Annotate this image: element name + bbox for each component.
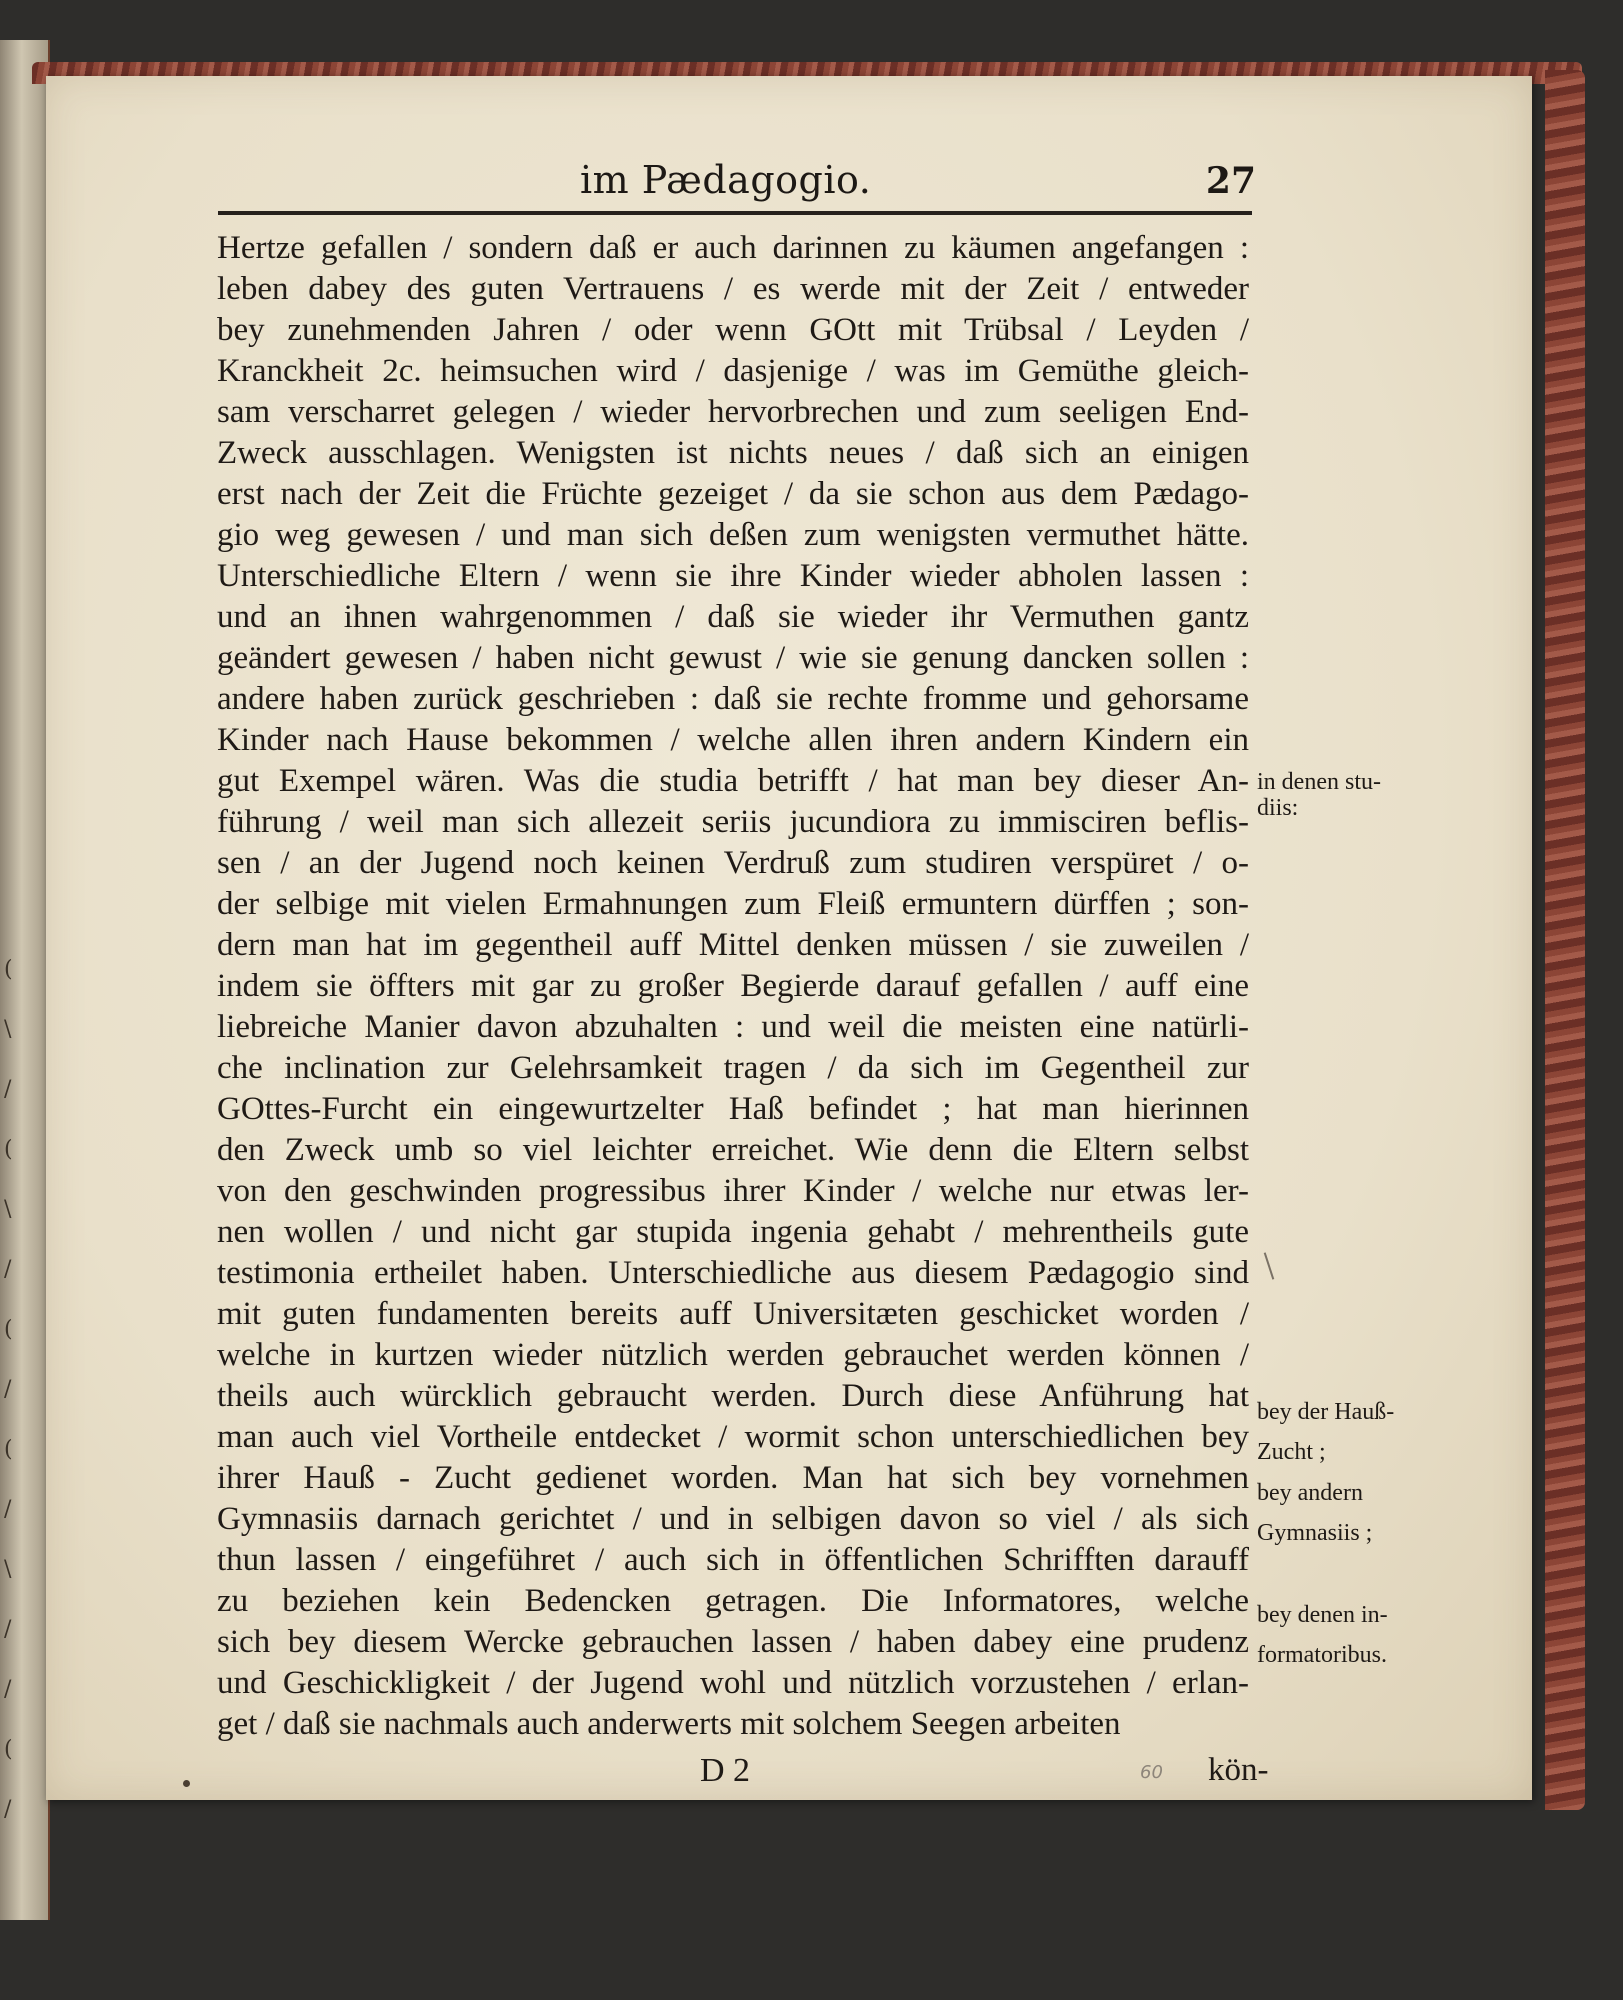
- facing-page-mark: /: [4, 1677, 12, 1702]
- text-line: dern man hat im gegentheil auff Mittel denken müssen / sie zuweilen /: [217, 927, 1249, 963]
- margin-note-line: diis:: [1257, 795, 1299, 821]
- facing-page-mark: /: [4, 1617, 12, 1642]
- facing-page-mark: (: [4, 1137, 13, 1162]
- text-line: indem sie öffters mit gar zu großer Begierde darauf gefallen / auff eine: [217, 968, 1249, 1004]
- facing-page-mark: (: [4, 1437, 13, 1462]
- facing-page-mark: \: [4, 1017, 12, 1042]
- page-header: [220, 158, 1256, 218]
- text-line: sen / an der Jugend noch keinen Verdruß zum studiren verspüret / o-: [217, 845, 1249, 881]
- text-line: von den geschwinden progressibus ihrer Kinder / welche nur etwas ler-: [217, 1173, 1249, 1209]
- text-line: testimonia ertheilet haben. Unterschiedliche aus diesem Pædagogio sind: [217, 1255, 1249, 1291]
- facing-page-mark: \: [4, 1197, 12, 1222]
- facing-page-mark: /: [4, 1077, 12, 1102]
- text-line: nen wollen / und nicht gar stupida ingenia gehabt / mehrentheils gute: [217, 1214, 1249, 1250]
- facing-page-mark: (: [4, 1737, 13, 1762]
- facing-page-edge: [0, 40, 50, 1920]
- text-line: andere haben zurück geschrieben : daß sie rechte fromme und gehorsame: [217, 681, 1249, 717]
- text-line: den Zweck umb so viel leichter erreichet. Wie denn die Eltern selbst: [217, 1132, 1249, 1168]
- signature-mark: D 2: [700, 1752, 751, 1789]
- page-number: 27: [1205, 160, 1256, 202]
- text-line: liebreiche Manier davon abzuhalten : und weil die meisten eine natürli-: [217, 1009, 1249, 1045]
- margin-note-line: bey denen in-: [1257, 1602, 1388, 1628]
- text-line: Kranckheit 2c. heimsuchen wird / dasjenige / was im Gemüthe gleich-: [217, 353, 1249, 389]
- text-line: Zweck ausschlagen. Wenigsten ist nichts neues / daß sich an einigen: [217, 435, 1249, 471]
- text-line: Kinder nach Hause bekommen / welche allen ihren andern Kindern ein: [217, 722, 1249, 758]
- text-line: Unterschiedliche Eltern / wenn sie ihre Kinder wieder abholen lassen :: [217, 558, 1249, 594]
- text-line: Hertze gefallen / sondern daß er auch darinnen zu käumen angefangen :: [217, 230, 1249, 266]
- text-line: der selbige mit vielen Ermahnungen zum Fleiß ermuntern dürffen ; son-: [217, 886, 1249, 922]
- margin-note-informatoribus: [1257, 1595, 1457, 1675]
- text-line: führung / weil man sich allezeit seriis jucundiora zu immisciren beflis-: [217, 804, 1249, 840]
- marbled-board-right: [1545, 70, 1585, 1810]
- catchword: kön-: [1208, 1752, 1269, 1788]
- facing-page-mark: (: [4, 957, 13, 982]
- text-line: man auch viel Vortheile entdecket / wormit schon unterschiedlichen bey: [217, 1419, 1249, 1455]
- ink-smudge: [183, 1780, 190, 1787]
- facing-page-marks: [4, 940, 28, 1840]
- text-line: sich bey diesem Wercke gebrauchen lassen / haben dabey eine prudenz: [217, 1624, 1249, 1660]
- text-line: mit guten fundamenten bereits auff Universitæten geschicket worden /: [217, 1296, 1249, 1332]
- facing-page-mark: /: [4, 1497, 12, 1522]
- facing-page-mark: (: [4, 1317, 13, 1342]
- margin-note-line: formatoribus.: [1257, 1642, 1387, 1668]
- text-line: und Geschickligkeit / der Jugend wohl und nützlich vorzustehen / erlan-: [217, 1665, 1249, 1701]
- text-line: sam verscharret gelegen / wieder hervorbrechen und zum seeligen End-: [217, 394, 1249, 430]
- text-line: ihrer Hauß - Zucht gedienet worden. Man hat sich bey vornehmen: [217, 1460, 1249, 1496]
- margin-note-line: bey der Hauß-: [1257, 1399, 1395, 1425]
- header-rule: [218, 211, 1252, 215]
- text-line: Gymnasiis darnach gerichtet / und in selbigen davon so viel / als sich: [217, 1501, 1249, 1537]
- body-text: [217, 228, 1249, 1745]
- text-line: welche in kurtzen wieder nützlich werden gebrauchet werden können /: [217, 1337, 1249, 1373]
- text-line: erst nach der Zeit die Früchte gezeiget / da sie schon aus dem Pædago-: [217, 476, 1249, 512]
- pencil-note: 60: [1140, 1762, 1163, 1783]
- margin-note-line: bey andern: [1257, 1480, 1363, 1506]
- text-line: gio weg gewesen / und man sich deßen zum wenigsten vermuthet hätte.: [217, 517, 1249, 553]
- text-line: zu beziehen kein Bedencken getragen. Die Informatores, welche: [217, 1583, 1249, 1619]
- margin-note-line: Gymnasiis ;: [1257, 1520, 1373, 1546]
- text-line: gut Exempel wären. Was die studia betrifft / hat man bey dieser An-: [217, 763, 1249, 799]
- text-line: thun lassen / eingeführet / auch sich in öffentlichen Schrifften darauff: [217, 1542, 1249, 1578]
- text-line: theils auch würcklich gebraucht werden. Durch diese Anführung hat: [217, 1378, 1249, 1414]
- text-line: get / daß sie nachmals auch anderwerts mit solchem Seegen arbeiten: [217, 1706, 1121, 1742]
- running-title: im Pædagogio.: [580, 158, 872, 202]
- margin-note-line: Zucht ;: [1257, 1439, 1326, 1465]
- text-line: geändert gewesen / haben nicht gewust / wie sie genung dancken sollen :: [217, 640, 1249, 676]
- margin-note-gymnasiis: [1257, 1473, 1457, 1553]
- facing-page-mark: /: [4, 1377, 12, 1402]
- margin-note-studiis: [1257, 762, 1457, 828]
- facing-page-mark: /: [4, 1797, 12, 1822]
- text-line: bey zunehmenden Jahren / oder wenn GOtt mit Trübsal / Leyden /: [217, 312, 1249, 348]
- text-line: che inclination zur Gelehrsamkeit tragen / da sich im Gegentheil zur: [217, 1050, 1249, 1086]
- facing-page-mark: \: [4, 1557, 12, 1582]
- text-line: GOttes-Furcht ein eingewurtzelter Haß befindet ; hat man hierinnen: [217, 1091, 1249, 1127]
- text-line: leben dabey des guten Vertrauens / es werde mit der Zeit / entweder: [217, 271, 1249, 307]
- margin-note-line: in denen stu-: [1257, 769, 1381, 795]
- margin-note-hauss-zucht: [1257, 1392, 1457, 1472]
- text-line: und an ihnen wahrgenommen / daß sie wieder ihr Vermuthen gantz: [217, 599, 1249, 635]
- facing-page-mark: /: [4, 1257, 12, 1282]
